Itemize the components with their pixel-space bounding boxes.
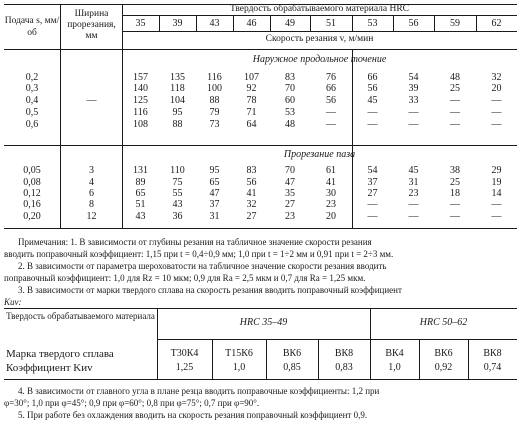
speed-cell: 14 [491,188,502,199]
speed-cell: 95 [172,107,183,118]
speed-cell: 73 [209,119,220,130]
speed-cell: 65 [135,188,146,199]
coefficient-cell: 0,83 [335,362,353,373]
table-rule [318,339,319,379]
speed-cell: 43 [135,211,146,222]
speed-cell: 83 [285,72,295,83]
speed-cell: 43 [172,199,183,210]
speed-cell: 100 [207,83,222,94]
table-rule [157,339,517,340]
speed-cell: — [491,211,502,222]
speed-cell: — [367,199,378,210]
speed-cell: 56 [246,177,257,188]
note-2-line-1: 2. В зависимости от параметра шероховатости на табличное значение скорости резания вводить [18,261,387,271]
speed-cell: 61 [326,165,336,176]
speed-cell: 27 [367,188,378,199]
speed-cell: 56 [367,83,378,94]
coefficient-cell: 1,25 [175,362,194,373]
speed-cell: 60 [285,95,295,106]
grade-cell: ВК4 [385,348,404,359]
speed-cell: 79 [209,107,220,118]
speed-cell: 33 [408,95,419,106]
speed-cell: 32 [491,72,502,83]
speed-cell: — [491,95,502,106]
speed-cell: 48 [285,119,295,130]
table-rule [4,379,517,380]
feed-cell: 0,4 [25,95,39,106]
table-rule [4,228,517,229]
hrc-value: 62 [491,18,502,29]
speed-cell: 65 [209,177,220,188]
speed-cell: — [408,107,419,118]
speed-cell: 66 [326,83,336,94]
table-rule [419,339,420,379]
speed-cell: — [408,199,419,210]
note-4-line-2: φ=30°; 1,0 при φ=45°; 0,9 при φ=60°; 0,8 при φ=75°; 0,7 при φ=90°. [4,398,260,408]
speed-cell: 76 [326,72,336,83]
speed-cell: 83 [246,165,257,176]
speed-cell: — [450,107,460,118]
hrc-value: 59 [450,18,460,29]
table-rule [468,339,469,379]
speed-cell: 25 [450,177,460,188]
speed-cell: 66 [367,72,378,83]
speed-cell: 75 [172,177,183,188]
table-rule [212,339,213,379]
table-rule [122,15,517,16]
speed-cell: 48 [450,72,460,83]
speed-cell: 30 [326,188,336,199]
row-label-coefficient: Коэффициент Kиv [6,362,93,374]
feed-cell: 0,08 [23,177,41,188]
speed-cell: 23 [285,211,295,222]
speed-cell: — [450,199,460,210]
speed-cell: 157 [133,72,148,83]
table-rule [266,339,267,379]
width-cell: 3 [89,165,94,176]
hrc-value: 43 [209,18,220,29]
feed-cell: 0,3 [25,83,39,94]
speed-cell: 71 [246,107,257,118]
hrc-value: 49 [285,18,295,29]
speed-cell: 47 [209,188,220,199]
column-header-speed: Скорость резания v, м/мин [265,34,374,44]
group-header-35-49: HRC 35–49 [239,317,288,328]
speed-cell: 31 [209,211,220,222]
note-2-line-2: поправочный коэффициент: 1,0 для Rz = 10 мкм; 0,9 для Ra = 2,5 мкм и 0,7 для Ra = 1,25 мкм. [4,273,366,283]
table2-header: Твердость обрабатываемого материала [6,311,155,321]
speed-cell: — [450,119,460,130]
feed-cell: 0,6 [25,119,39,130]
speed-cell: 45 [408,165,419,176]
speed-cell: — [408,119,419,130]
coefficient-cell: 0,85 [283,362,301,373]
coefficient-cell: 1,0 [232,362,246,373]
speed-cell: 20 [326,211,336,222]
speed-cell: 95 [209,165,220,176]
speed-cell: 37 [209,199,220,210]
speed-cell: 104 [170,95,185,106]
speed-cell: — [367,107,378,118]
row-label-grade: Марка твердого сплава [6,348,114,360]
note-4-line-1: 4. В зависимости от главного угла в плане резца вводить поправочные коэффициенты: 1,2 при [18,386,380,396]
speed-cell: 107 [244,72,259,83]
note-1-line-2: вводить поправочный коэффициент: 1,15 при t = 0,4÷0,9 мм; 1,0 при t = 1÷2 мм и 0,91 при t = 2÷3 мм. [4,249,394,259]
feed-cell: 0,16 [23,199,41,210]
speed-cell: 140 [133,83,148,94]
speed-cell: 116 [133,107,148,118]
speed-cell: 53 [285,107,295,118]
hrc-value: 39 [172,18,183,29]
speed-cell: 37 [367,177,378,188]
speed-cell: 32 [246,199,257,210]
speed-cell: 70 [285,83,295,94]
speed-cell: 36 [172,211,183,222]
speed-cell: 41 [326,177,336,188]
speed-cell: — [367,119,378,130]
speed-cell: 47 [285,177,295,188]
feed-cell: 0,20 [23,211,41,222]
width-cell: 6 [89,188,94,199]
speed-cell: 92 [246,83,257,94]
speed-cell: 35 [285,188,295,199]
speed-cell: — [491,107,502,118]
feed-cell: 0,12 [23,188,41,199]
speed-cell: 45 [367,95,378,106]
speed-cell: 23 [326,199,336,210]
column-header-width: Ширина прорезания, мм [67,9,116,41]
speed-cell: 29 [491,165,502,176]
speed-cell: 41 [246,188,257,199]
speed-cell: — [326,119,336,130]
speed-cell: 20 [491,83,502,94]
speed-cell: — [491,199,502,210]
grade-cell: ВК8 [334,348,354,359]
speed-cell: 55 [172,188,183,199]
grade-cell: Т15К6 [225,348,253,359]
speed-cell: 131 [133,165,148,176]
note-1-line-1: Примечания: 1. В зависимости от глубины резания на табличное значение скорости резания [18,237,372,247]
grade-cell: ВК8 [483,348,502,359]
table-rule [4,145,517,146]
width-cell: 12 [86,211,97,222]
coefficient-cell: 0,92 [434,362,453,373]
section-title-grooving: Прорезание паза [283,149,356,160]
speed-cell: — [450,211,460,222]
hrc-value: 53 [367,18,378,29]
width-cell: 4 [89,177,94,188]
speed-cell: 116 [207,72,222,83]
speed-cell: 19 [491,177,502,188]
table-rule [122,31,517,32]
speed-cell: 25 [450,83,460,94]
grade-cell: Т30К4 [170,348,199,359]
speed-cell: — [491,119,502,130]
speed-cell: 135 [170,72,185,83]
column-header-feed: Подача s, мм/об [4,16,60,38]
hrc-value: 35 [135,18,146,29]
speed-cell: 70 [285,165,295,176]
speed-cell: 18 [450,188,460,199]
table-rule [4,308,517,309]
column-header-hardness: Твердость обрабатываемого материала HRC [229,4,409,14]
note-3-line-1: 3. В зависимости от марки твердого сплава на скорость резания вводить поправочный коэффициент [18,285,402,295]
hrc-value: 46 [246,18,257,29]
coefficient-cell: 1,0 [388,362,401,373]
hrc-value: 56 [408,18,419,29]
speed-cell: — [326,107,336,118]
section-title-turning: Наружное продольное точение [252,54,387,65]
table-rule [4,49,517,50]
hrc-value: 51 [326,18,336,29]
coefficient-cell: 0,74 [483,362,502,373]
speed-cell: 51 [135,199,146,210]
speed-cell: 23 [408,188,419,199]
speed-cell: 27 [246,211,257,222]
speed-cell: 78 [246,95,257,106]
speed-cell: 88 [172,119,183,130]
width-cell: 8 [89,199,94,210]
speed-cell: 56 [326,95,336,106]
speed-cell: 31 [408,177,419,188]
speed-cell: 88 [209,95,220,106]
note-3-line-2: Kиv: [4,297,22,307]
feed-cell: 0,5 [25,107,39,118]
width-dash: — [86,95,97,106]
speed-cell: 89 [135,177,146,188]
group-header-50-62: HRC 50–62 [419,317,468,328]
grade-cell: ВК6 [434,348,453,359]
feed-cell: 0,05 [23,165,41,176]
speed-cell: 39 [408,83,419,94]
speed-cell: 38 [450,165,460,176]
speed-cell: 27 [285,199,295,210]
speed-cell: — [408,211,419,222]
speed-cell: 54 [408,72,419,83]
speed-cell: 108 [133,119,148,130]
note-5: 5. При работе без охлаждения вводить на скорость резания поправочный коэффициент 0,9. [18,410,368,420]
speed-cell: 64 [246,119,257,130]
feed-cell: 0,2 [25,72,39,83]
speed-cell: — [367,211,378,222]
speed-cell: 110 [170,165,185,176]
speed-cell: 118 [170,83,185,94]
speed-cell: — [450,95,460,106]
speed-cell: 125 [133,95,148,106]
grade-cell: ВК6 [282,348,302,359]
speed-cell: 54 [367,165,378,176]
